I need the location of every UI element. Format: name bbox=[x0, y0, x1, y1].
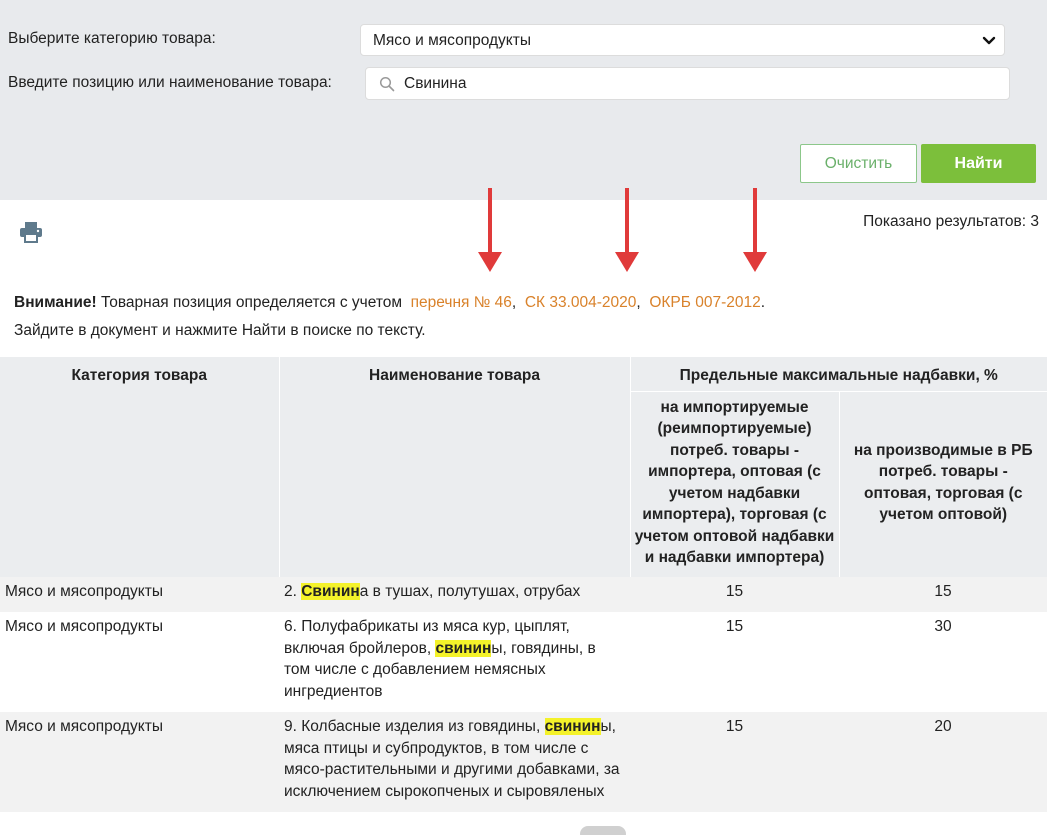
chevron-down-icon bbox=[982, 33, 996, 47]
notice bbox=[14, 289, 765, 345]
header-imported: на импортируемые (реимпортируемые) потреб. товары - импортера, оптовая (с учетом надбавки импортера), торговая (с учетом оптовой надбавки и надбавки импортера) bbox=[630, 391, 839, 577]
filter-panel bbox=[0, 0, 1047, 200]
search-input-value: Свинина bbox=[404, 75, 467, 92]
table-row bbox=[0, 577, 1047, 613]
row-category: Мясо и мясопродукты bbox=[5, 618, 163, 635]
link-perechen-46[interactable]: перечня № 46 bbox=[410, 294, 512, 311]
row-domestic: 15 bbox=[839, 577, 1047, 613]
row-domestic: 30 bbox=[934, 618, 952, 635]
header-name: Наименование товара bbox=[279, 357, 630, 577]
row-category: Мясо и мясопродукты bbox=[0, 577, 279, 613]
link-sk-33004[interactable]: СК 33.004-2020 bbox=[524, 294, 637, 311]
scroll-to-top-handle[interactable] bbox=[580, 826, 626, 835]
results-count: Показано результатов: 3 bbox=[863, 213, 1039, 230]
table-row bbox=[0, 712, 1047, 812]
row-imported: 15 bbox=[630, 712, 839, 812]
search-input[interactable] bbox=[365, 67, 1010, 100]
header-category: Категория товара bbox=[0, 357, 279, 577]
row-imported: 15 bbox=[725, 618, 744, 635]
category-select[interactable] bbox=[360, 24, 1005, 56]
clear-button[interactable]: Очистить bbox=[800, 144, 917, 183]
search-icon bbox=[379, 76, 395, 92]
link-okrb-007[interactable]: ОКРБ 007-2012 bbox=[649, 294, 761, 311]
header-limits: Предельные максимальные надбавки, % bbox=[630, 357, 1047, 391]
search-highlight: свинин bbox=[544, 718, 601, 735]
table-row bbox=[0, 612, 1047, 712]
printer-icon[interactable] bbox=[19, 221, 43, 243]
row-name: 6. Полуфабрикаты из мяса кур, цыплят, включая бройлеров, свинины, говядины, в том числе с добавлением немясных ингредиентов bbox=[284, 618, 596, 700]
notice-text: Товарная позиция определяется с учетом bbox=[100, 294, 403, 311]
row-domestic: 20 bbox=[839, 712, 1047, 812]
find-button[interactable]: Найти bbox=[921, 144, 1036, 183]
search-highlight: свинин bbox=[435, 639, 492, 657]
header-domestic: на производимые в РБ потреб. товары - оптовая, торговая (с учетом оптовой) bbox=[839, 391, 1047, 577]
search-highlight: Свинин bbox=[301, 582, 360, 600]
notice-line-1: Внимание! Товарная позиция определяется с учетом перечня № 46, СК 33.004-2020, ОКРБ 007-2012. bbox=[14, 294, 766, 311]
notice-line-2: Зайдите в документ и нажмите Найти в поиске по тексту. bbox=[14, 322, 426, 339]
row-category: Мясо и мясопродукты bbox=[0, 712, 279, 812]
category-select-value: Мясо и мясопродукты bbox=[373, 32, 531, 49]
results-table bbox=[0, 357, 1047, 812]
notice-bold: Внимание! bbox=[14, 294, 97, 311]
row-name: 9. Колбасные изделия из говядины, свинины, мяса птицы и субпродуктов, в том числе с мясо-растительными и другими добавками, за исключением сырокопченых и сыровяленых bbox=[279, 712, 630, 812]
row-imported: 15 bbox=[630, 577, 839, 613]
row-name: 2. Свинина в тушах, полутушах, отрубах bbox=[279, 577, 630, 613]
search-label: Введите позицию или наименование товара: bbox=[8, 74, 332, 91]
category-label: Выберите категорию товара: bbox=[8, 30, 216, 47]
